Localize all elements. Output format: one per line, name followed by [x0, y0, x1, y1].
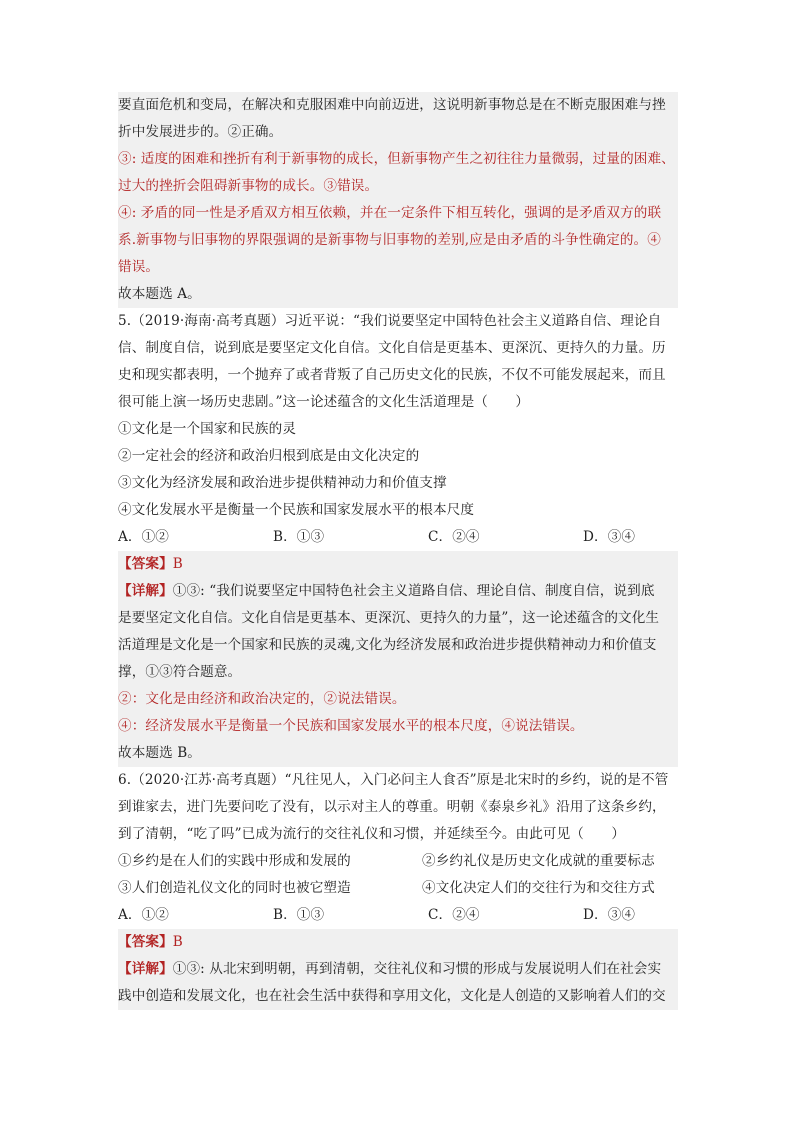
answer-value: B: [172, 556, 183, 572]
q6-choice-d: D．③④: [583, 907, 636, 923]
q6-statement-2: ②乡约礼仪是历史文化成就的重要标志: [422, 853, 655, 869]
detail-text: ①③: “我们说要坚定中国特色社会主义道路自信、理论自信、制度自信，说到底: [172, 583, 655, 599]
answer-value: B: [172, 934, 183, 950]
prev-explanation-line: ③: 适度的困难和挫折有利于新事物的成长，但新事物产生之初往往力量微弱，过量的困难、: [118, 146, 678, 173]
q5-choice-a: A．①②: [118, 529, 169, 545]
q5-choices: [118, 524, 678, 551]
q5-choice-c: C．②④: [428, 529, 480, 545]
q5-choice-d: D．③④: [583, 529, 636, 545]
prev-explanation-line: 系.新事物与旧事物的界限强调的是新事物与旧事物的差别,应是由矛盾的斗争性确定的。④: [118, 227, 678, 254]
q5-stem-line: 信、制度自信，说到底是要坚定文化自信。文化自信是更基本、更深沉、更持久的力量。历: [118, 340, 666, 356]
q5-detail-line: 是要坚定文化自信。文化自信是更基本、更深沉、更持久的力量”，这一论述蕴含的文化生: [118, 605, 678, 632]
q5-statement-2: ②一定社会的经济和政治归根到底是由文化决定的: [118, 448, 420, 464]
prev-explanation-line: 过大的挫折会阻碍新事物的成长。③错误。: [118, 173, 678, 200]
answer-label: 【答案】: [118, 556, 173, 572]
q6-statement-4: ④文化决定人们的交往行为和交往方式: [422, 880, 655, 896]
prev-explanation-line: 要直面危机和变局，在解决和克服困难中向前迈进，这说明新事物总是在不断克服困难与挫: [118, 92, 678, 119]
document-page: [118, 92, 678, 1010]
detail-text: ①③: 从北宋到明朝，再到清朝，交往礼仪和习惯的形成与发展说明人们在社会实: [172, 961, 662, 977]
q5-answer: [118, 551, 678, 578]
q6-stem-line: 6.（2020·江苏·高考真题）“凡往见人，入门必问主人食否”原是北宋时的乡约，说的是不管: [118, 772, 669, 788]
q5-statement-4: ④文化发展水平是衡量一个民族和国家发展水平的根本尺度: [118, 502, 475, 518]
q5-detail-line: ④：经济发展水平是衡量一个民族和国家发展水平的根本尺度，④说法错误。: [118, 713, 678, 740]
detail-label: 【详解】: [118, 961, 173, 977]
answer-label: 【答案】: [118, 934, 173, 950]
q6-choice-c: C．②④: [428, 907, 480, 923]
q6-statement-3: ③人们创造礼仪文化的同时也被它塑造: [118, 880, 351, 896]
q5-detail-line: ②：文化是由经济和政治决定的，②说法错误。: [118, 686, 678, 713]
q6-statement-1: ①乡约是在人们的实践中形成和发展的: [118, 853, 351, 869]
q5-stem-line: 5.（2019·海南·高考真题）习近平说：“我们说要坚定中国特色社会主义道路自信、理论自: [118, 313, 662, 329]
q6-statements-row: [118, 875, 678, 902]
q5-conclusion: 故本题选 B。: [118, 740, 678, 767]
q6-choice-a: A．①②: [118, 907, 169, 923]
q5-detail-line: [118, 578, 678, 605]
prev-explanation-line: 折中发展进步的。②正确。: [118, 119, 678, 146]
prev-explanation-line: ④: 矛盾的同一性是矛盾双方相互依赖，并在一定条件下相互转化，强调的是矛盾双方的联: [118, 200, 678, 227]
q6-detail-line: [118, 956, 678, 983]
q6-detail-line: 践中创造和发展文化，也在社会生活中获得和享用文化，文化是人创造的又影响着人们的交: [118, 983, 678, 1010]
q5-choice-b: B．①③: [273, 529, 325, 545]
q6-choice-b: B．①③: [273, 907, 325, 923]
q5-stem-line: 很可能上演一场历史悲剧。”这一论述蕴含的文化生活道理是（ ）: [118, 394, 530, 410]
q5-detail-line: 活道理是文化是一个国家和民族的灵魂,文化为经济发展和政治进步提供精神动力和价值支: [118, 632, 678, 659]
q5-stem-line: 史和现实都表明，一个抛弃了或者背叛了自己历史文化的民族，不仅不可能发展起来，而且: [118, 367, 666, 383]
q5-statement-1: ①文化是一个国家和民族的灵: [118, 421, 297, 437]
q6-stem-line: 到了清朝，“吃了吗”已成为流行的交往礼仪和习惯，并延续至今。由此可见（ ）: [118, 826, 626, 842]
prev-explanation-line: 错误。: [118, 254, 678, 281]
q5-statement-3: ③文化为经济发展和政治进步提供精神动力和价值支撑: [118, 475, 447, 491]
q6-answer: [118, 929, 678, 956]
q6-statements-row: [118, 848, 678, 875]
q6-choices: [118, 902, 678, 929]
q5-detail-line: 撑，①③符合题意。: [118, 659, 678, 686]
q6-stem-line: 到谁家去，进门先要问吃了没有，以示对主人的尊重。明朝《泰泉乡礼》沿用了这条乡约，: [118, 799, 666, 815]
prev-conclusion: 故本题选 A。: [118, 281, 678, 308]
detail-label: 【详解】: [118, 583, 173, 599]
